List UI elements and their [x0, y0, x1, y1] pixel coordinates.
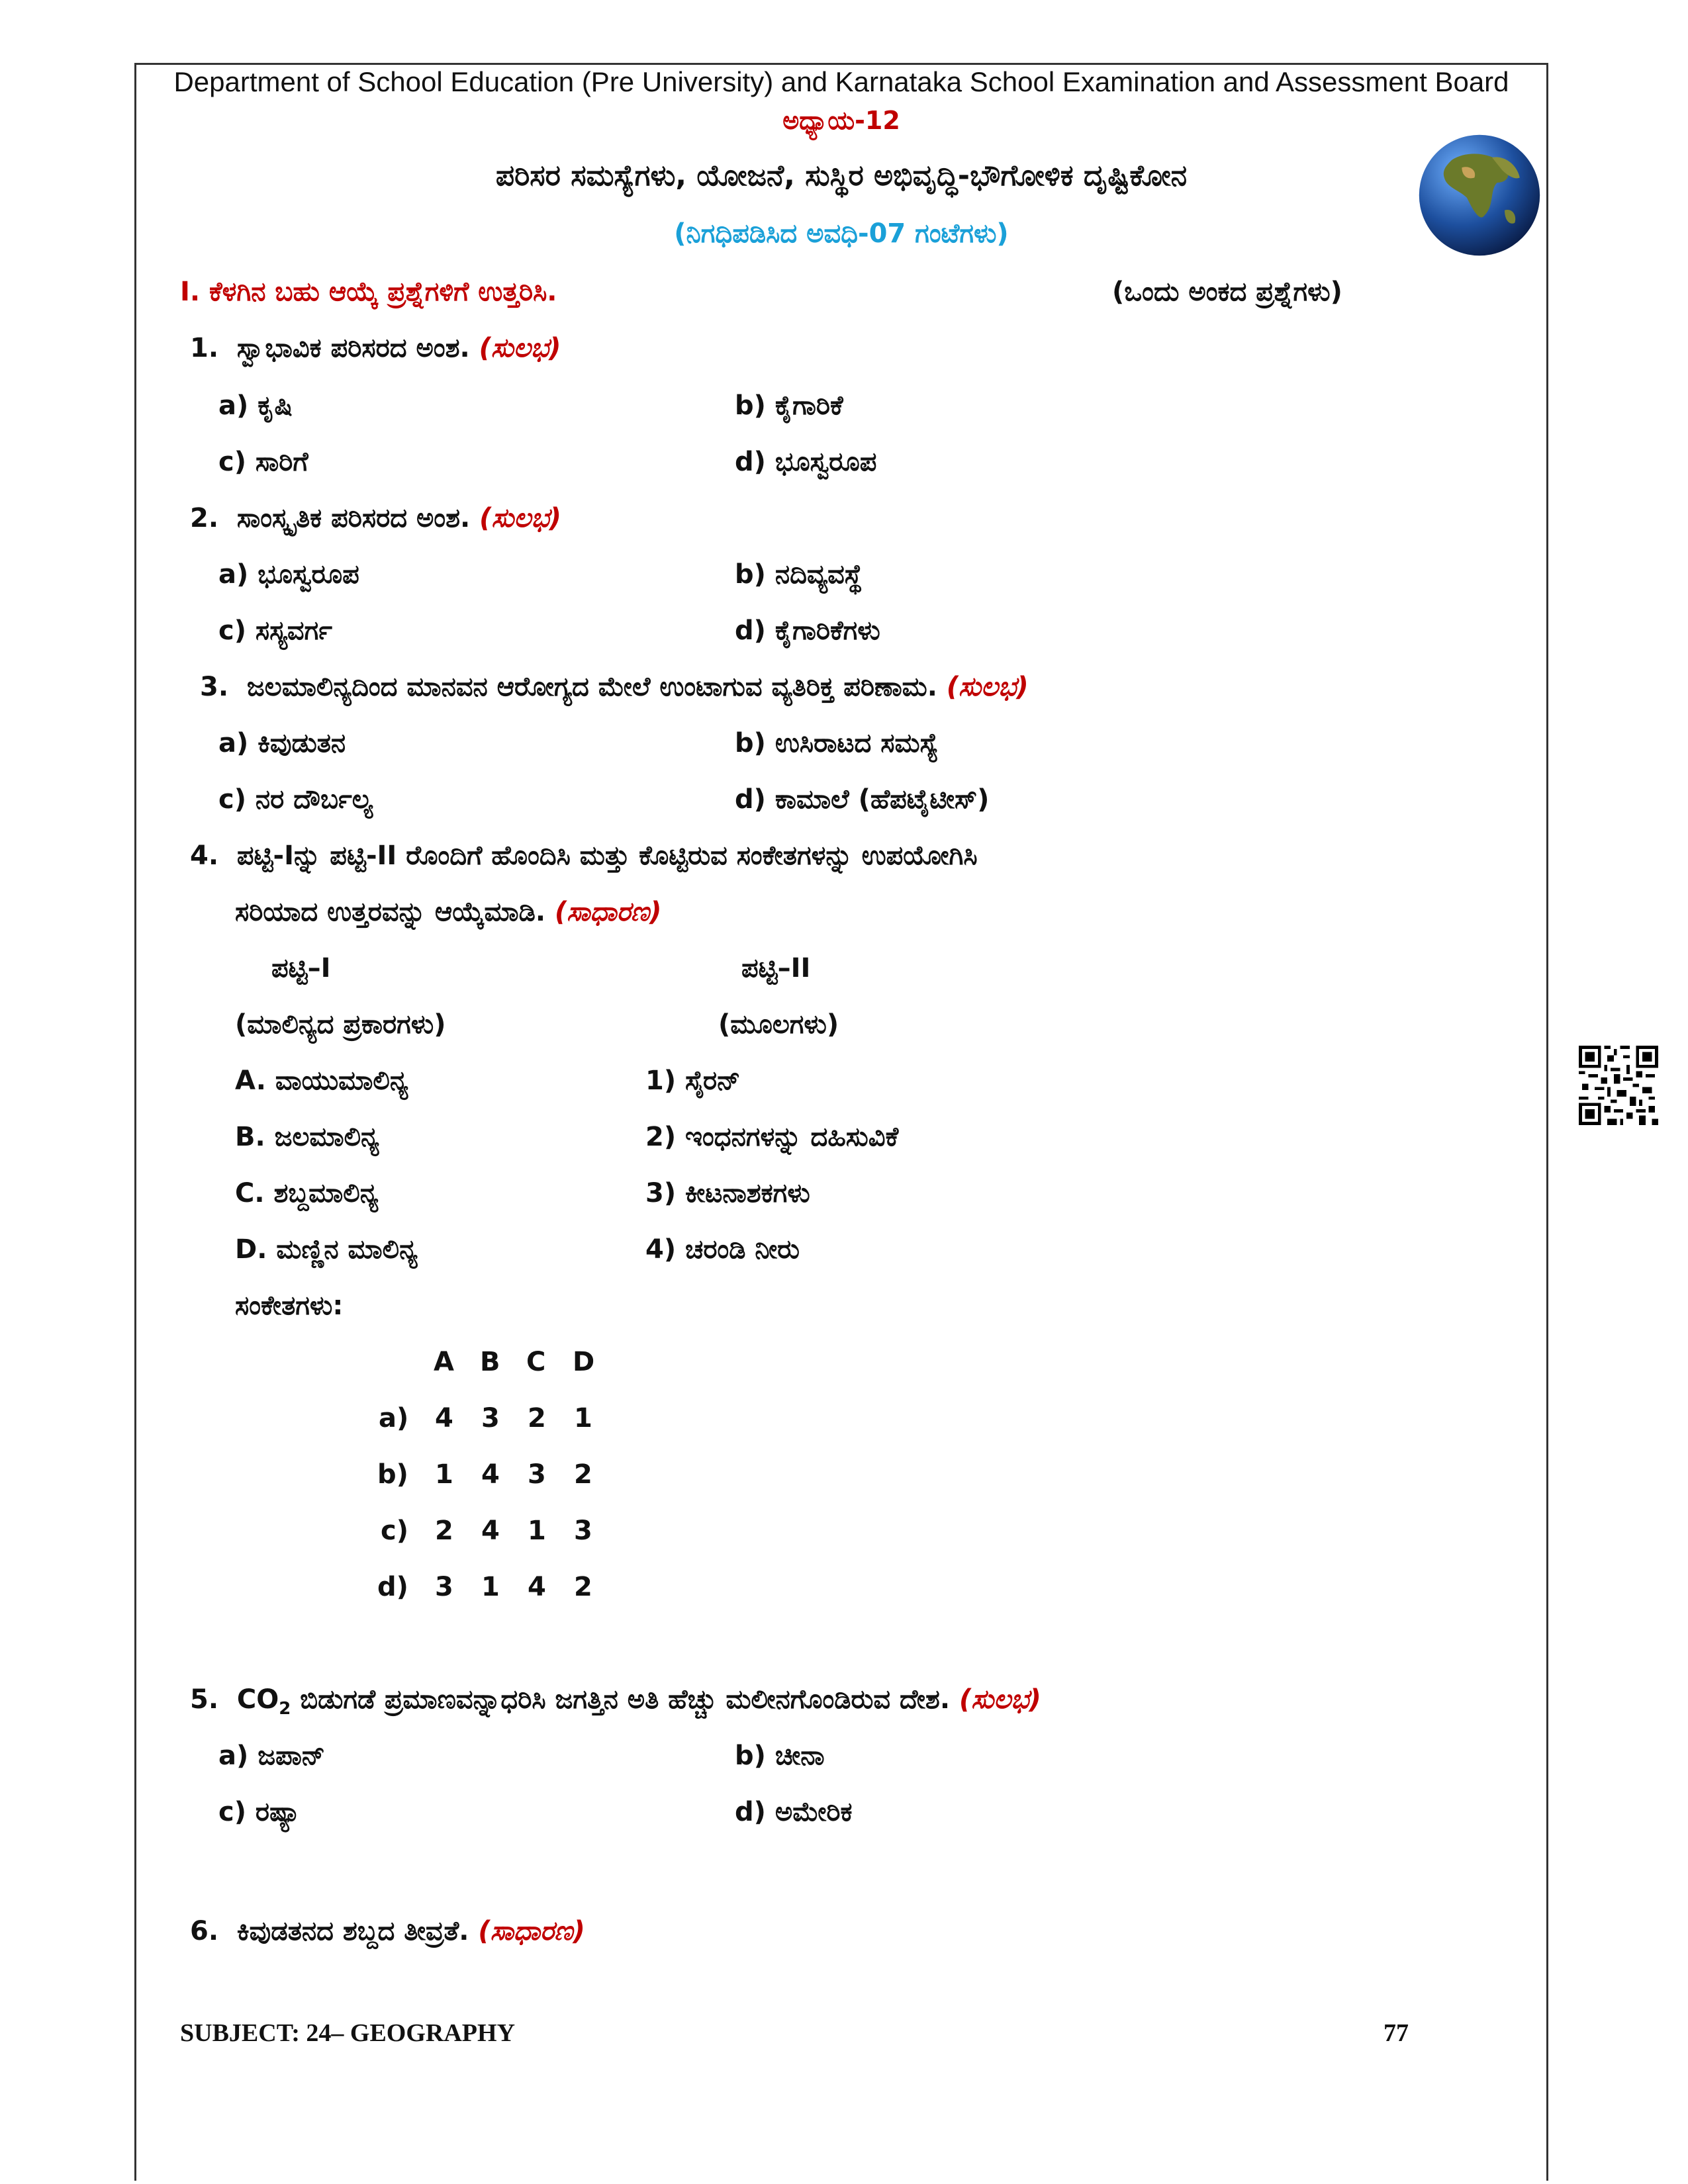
question-number: 1. [190, 333, 219, 363]
page-number: 77 [1383, 2019, 1409, 2047]
footer-subject: SUBJECT: 24– GEOGRAPHY [180, 2019, 516, 2047]
code-header: D [573, 1347, 595, 1377]
question-text: ಬಿಡುಗಡೆ ಪ್ರಮಾಣವನ್ನಾಧರಿಸಿ ಜಗತ್ತಿನ ಅತಿ ಹೆಚ್ಚು ಮಲೀನಗೊಂಡಿರುವ ದೇಶ. [291, 1684, 951, 1715]
list1-title: ಪಟ್ಟಿ–I [271, 953, 331, 983]
code-value: 1 [481, 1572, 500, 1602]
code-header: C [526, 1347, 546, 1377]
code-value: 4 [528, 1572, 546, 1602]
chapter-title: ಪರಿಸರ ಸಮಸ್ಯೆಗಳು, ಯೋಜನೆ, ಸುಸ್ಥಿರ ಅಭಿವೃದ್ಧಿ-ಭೌಗೋಳಿಕ ದೃಷ್ಟಿಕೋನ [495, 159, 1188, 193]
difficulty-label: (ಸುಲಭ) [959, 1684, 1041, 1715]
question-5 [190, 1684, 1041, 1719]
list1-item: C. ಶಬ್ದಮಾಲಿನ್ಯ [235, 1178, 379, 1208]
option-a: a) ಭೂಸ್ವರೂಪ [218, 559, 359, 590]
question-4 [190, 841, 978, 871]
list1-item: D. ಮಣ್ಣಿನ ಮಾಲಿನ್ಯ [235, 1234, 418, 1265]
option-c: c) ಸಸ್ಯವರ್ಗ [218, 615, 332, 646]
code-value: 4 [435, 1403, 453, 1433]
duration-label: (ನಿಗಧಿಪಡಿಸಿದ ಅವಧಿ-07 ಗಂಟೆಗಳು) [674, 218, 1009, 249]
question-number: 5. [190, 1684, 219, 1715]
question-text: ಕಿವುಡತನದ ಶಬ್ದದ ತೀವ್ರತೆ. [236, 1916, 469, 1946]
list2-item: 2) ಇಂಧನಗಳನ್ನು ದಹಿಸುವಿಕೆ [645, 1122, 899, 1152]
codes-label: ಸಂಕೇತಗಳು: [235, 1291, 344, 1321]
option-a: a) ಕಿವುಡುತನ [218, 728, 346, 758]
option-c: c) ನರ ದೌರ್ಬಲ್ಯ [218, 784, 373, 815]
question-3 [200, 672, 1029, 702]
question-text-prefix: CO [236, 1684, 279, 1715]
list1-item: B. ಜಲಮಾಲಿನ್ಯ [235, 1122, 379, 1152]
question-text: ಜಲಮಾಲಿನ್ಯದಿಂದ ಮಾನವನ ಆರೋಗ್ಯದ ಮೇಲೆ ಉಂಟಾಗುವ ವ್ಯತಿರಿಕ್ತ ಪರಿಣಾಮ. [246, 672, 937, 702]
code-value: 2 [574, 1572, 592, 1602]
question-number: 3. [200, 672, 229, 702]
code-row-label: b) [377, 1459, 408, 1490]
difficulty-label: (ಸುಲಭ) [479, 333, 561, 363]
option-c: c) ರಷ್ಯಾ [218, 1797, 301, 1827]
code-value: 3 [481, 1403, 500, 1433]
difficulty-label: (ಸುಲಭ) [479, 503, 561, 533]
option-a: a) ಜಪಾನ್ [218, 1741, 326, 1771]
difficulty-label: (ಸುಲಭ) [946, 672, 1029, 702]
code-value: 3 [435, 1572, 453, 1602]
qr-code-icon[interactable] [1579, 1046, 1658, 1125]
code-value: 2 [528, 1403, 546, 1433]
option-b: b) ಕೈಗಾರಿಕೆ [735, 390, 843, 421]
list2-subtitle: (ಮೂಲಗಳು) [718, 1009, 839, 1040]
code-header: B [480, 1347, 500, 1377]
option-d: d) ಕೈಗಾರಿಕೆಗಳು [735, 615, 880, 646]
code-row-label: d) [377, 1572, 408, 1602]
code-value: 2 [435, 1516, 453, 1546]
section-heading: I. ಕೆಳಗಿನ ಬಹು ಆಯ್ಕೆ ಪ್ರಶ್ನೆಗಳಿಗೆ ಉತ್ತರಿಸಿ. [180, 277, 557, 307]
globe-icon [1417, 132, 1542, 258]
question-2 [190, 503, 561, 533]
option-b: b) ಚೀನಾ [735, 1741, 825, 1771]
option-b: b) ನದಿವ್ಯವಸ್ಥೆ [735, 559, 863, 590]
list2-item: 3) ಕೀಟನಾಶಕಗಳು [645, 1178, 810, 1208]
question-1 [190, 333, 561, 363]
question-number: 4. [190, 841, 219, 871]
code-value: 4 [481, 1459, 500, 1490]
question-text: ಸಾಂಸ್ಕೃತಿಕ ಪರಿಸರದ ಅಂಶ. [236, 503, 471, 533]
question-text: ಸ್ವಾಭಾವಿಕ ಪರಿಸರದ ಅಂಶ. [236, 333, 470, 363]
code-row-label: a) [379, 1403, 409, 1433]
option-a: a) ಕೃಷಿ [218, 390, 293, 421]
subscript: 2 [279, 1699, 291, 1719]
difficulty-label: (ಸಾಧಾರಣ) [478, 1916, 585, 1946]
list2-title: ಪಟ್ಟಿ–II [741, 953, 811, 983]
code-value: 2 [574, 1459, 592, 1490]
question-text: ಸರಿಯಾದ ಉತ್ತರವನ್ನು ಆಯ್ಕೆಮಾಡಿ. [235, 897, 546, 927]
question-number: 6. [190, 1916, 219, 1946]
question-6 [190, 1916, 585, 1946]
option-d: d) ಅಮೇರಿಕ [735, 1797, 853, 1827]
list2-item: 4) ಚರಂಡಿ ನೀರು [645, 1234, 800, 1265]
difficulty-label: (ಸಾಧಾರಣ) [554, 897, 662, 927]
option-d: d) ಕಾಮಾಲೆ (ಹೆಪಟೈಟೀಸ್) [735, 784, 990, 815]
list2-item: 1) ಸೈರನ್ [645, 1066, 741, 1096]
department-header: Department of School Education (Pre University) and Karnataka School Examination and Assessment Board [173, 66, 1509, 97]
chapter-number: ಅಧ್ಯಾಯ-12 [782, 106, 900, 135]
code-row-label: c) [381, 1516, 408, 1546]
code-value: 3 [574, 1516, 592, 1546]
question-number: 2. [190, 503, 219, 533]
question-4-line-2 [235, 897, 661, 927]
code-header: A [434, 1347, 454, 1377]
option-b: b) ಉಸಿರಾಟದ ಸಮಸ್ಯೆ [735, 728, 939, 758]
option-c: c) ಸಾರಿಗೆ [218, 447, 308, 477]
list1-subtitle: (ಮಾಲಿನ್ಯದ ಪ್ರಕಾರಗಳು) [235, 1009, 446, 1040]
code-value: 1 [528, 1516, 546, 1546]
section-marks: (ಒಂದು ಅಂಕದ ಪ್ರಶ್ನೆಗಳು) [1112, 277, 1342, 307]
code-value: 4 [481, 1516, 500, 1546]
code-value: 1 [574, 1403, 592, 1433]
option-d: d) ಭೂಸ್ವರೂಪ [735, 447, 877, 477]
list1-item: A. ವಾಯುಮಾಲಿನ್ಯ [235, 1066, 408, 1096]
question-text: ಪಟ್ಟಿ-Iನ್ನು ಪಟ್ಟಿ-II ರೊಂದಿಗೆ ಹೊಂದಿಸಿ ಮತ್ತು ಕೊಟ್ಟಿರುವ ಸಂಕೇತಗಳನ್ನು ಉಪಯೋಗಿಸಿ [236, 841, 978, 871]
code-value: 1 [435, 1459, 453, 1490]
code-value: 3 [528, 1459, 546, 1490]
